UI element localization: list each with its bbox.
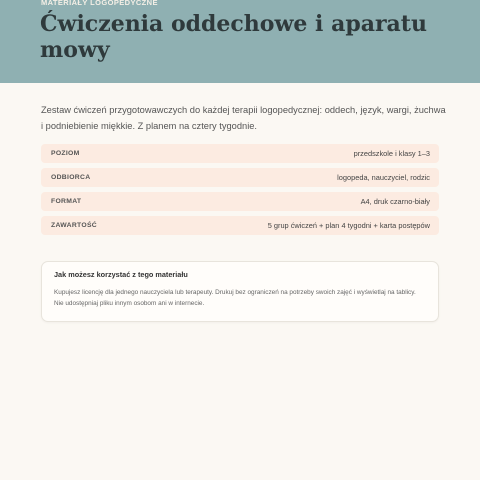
spec-key: ZAWARTOŚĆ (51, 222, 97, 229)
spec-value: przedszkole i klasy 1–3 (353, 149, 430, 158)
page-title: Ćwiczenia oddechowe i aparatu mowy (40, 11, 427, 63)
license-title: Jak możesz korzystać z tego materiału (54, 270, 188, 279)
spec-row-format (41, 192, 439, 211)
spec-row-level (41, 144, 439, 163)
spec-value: logopeda, nauczyciel, rodzic (337, 173, 430, 182)
spec-value: A4, druk czarno-biały (360, 197, 430, 206)
spec-value: 5 grup ćwiczeń + plan 4 tygodni + karta postępów (267, 221, 430, 230)
spec-row-contents (41, 216, 439, 235)
page-header (0, 0, 480, 83)
license-card (41, 261, 439, 322)
intro-paragraph: Zestaw ćwiczeń przygotowawczych do każdej terapii logopedycznej: oddech, język, wargi, żuchwa i podniebienie miękkie. Z planem na cztery tygodnie. (41, 105, 446, 131)
spec-key: ODBIORCA (51, 174, 91, 181)
spec-row-audience (41, 168, 439, 187)
spec-table (41, 144, 439, 240)
license-text: Kupujesz licencję dla jednego nauczyciela lub terapeuty. Drukuj bez ograniczeń na potrzeby swoich zajęć i wyświetlaj na tablicy. Nie udostępniaj pliku innym osobom ani w internecie. (54, 289, 416, 307)
spec-key: FORMAT (51, 198, 82, 205)
category-eyebrow: MATERIAŁY LOGOPEDYCZNE (41, 0, 158, 7)
spec-key: POZIOM (51, 150, 80, 157)
